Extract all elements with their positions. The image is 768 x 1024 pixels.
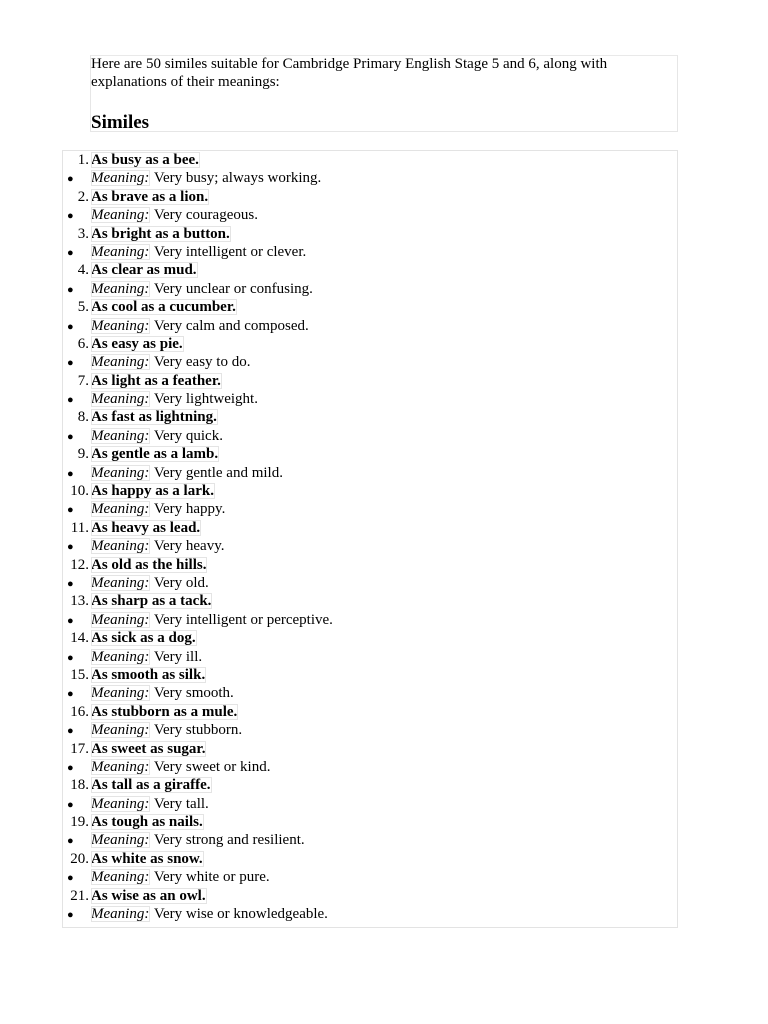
- meaning-label: Meaning:: [91, 685, 150, 702]
- simile-term-wrap: [91, 703, 238, 721]
- simile-term-wrap: [91, 335, 184, 353]
- simile-meaning: [63, 611, 677, 629]
- simile-meaning: [63, 500, 677, 518]
- bullet-icon: ●: [67, 761, 74, 774]
- simile-item: [63, 445, 677, 463]
- simile-item: [63, 225, 677, 243]
- meaning-label: Meaning:: [91, 832, 150, 849]
- bullet-icon: ●: [67, 872, 74, 885]
- simile-term-wrap: [91, 850, 204, 868]
- simile-number: 14.: [70, 630, 89, 647]
- bullet-icon: ●: [67, 283, 74, 296]
- meaning-wrap: [91, 464, 283, 482]
- meaning-text: Very easy to do.: [153, 354, 251, 371]
- bullet-icon: ●: [67, 651, 74, 664]
- simile-item: [63, 298, 677, 316]
- simile-term-wrap: [91, 887, 207, 905]
- meaning-label: Meaning:: [91, 795, 150, 812]
- meaning-text: Very quick.: [153, 427, 223, 444]
- simile-term: As tall as a giraffe.: [91, 777, 211, 794]
- simile-item: [63, 335, 677, 353]
- meaning-text: Very courageous.: [153, 207, 258, 224]
- simile-number: 18.: [70, 777, 89, 794]
- simile-meaning: [63, 464, 677, 482]
- meaning-text: Very white or pure.: [153, 869, 270, 886]
- meaning-wrap: [91, 169, 321, 187]
- simile-term: As bright as a button.: [91, 225, 230, 242]
- simile-number: 19.: [70, 814, 89, 831]
- meaning-wrap: [91, 427, 223, 445]
- meaning-wrap: [91, 206, 258, 224]
- simile-meaning: [63, 831, 677, 849]
- meaning-label: Meaning:: [91, 758, 150, 775]
- simile-term: As happy as a lark.: [91, 483, 214, 500]
- simile-item: [63, 151, 677, 169]
- simile-term-wrap: [91, 666, 206, 684]
- simile-meaning: [63, 684, 677, 702]
- meaning-text: Very happy.: [153, 501, 226, 518]
- simile-meaning: [63, 169, 677, 187]
- intro-text: Here are 50 similes suitable for Cambridge Primary English Stage 5 and 6, along with explanations of their meanings:: [91, 56, 608, 90]
- meaning-text: Very lightweight.: [153, 391, 258, 408]
- simile-number: 12.: [70, 556, 89, 573]
- bullet-icon: ●: [67, 173, 74, 186]
- simile-term-wrap: [91, 740, 206, 758]
- simile-number: 13.: [70, 593, 89, 610]
- simile-number: 11.: [70, 519, 89, 536]
- simile-term-wrap: [91, 188, 209, 206]
- bullet-icon: ●: [67, 835, 74, 848]
- meaning-text: Very sweet or kind.: [153, 758, 271, 775]
- simile-item: [63, 372, 677, 390]
- bullet-icon: ●: [67, 430, 74, 443]
- simile-term: As busy as a bee.: [91, 152, 199, 168]
- simile-term: As stubborn as a mule.: [91, 703, 238, 720]
- simile-number: 5.: [77, 299, 89, 316]
- meaning-text: Very stubborn.: [153, 722, 243, 739]
- simile-item: [63, 776, 677, 794]
- meaning-wrap: [91, 317, 309, 335]
- meaning-label: Meaning:: [91, 243, 150, 260]
- meaning-text: Very calm and composed.: [153, 317, 309, 334]
- meaning-wrap: [91, 537, 224, 555]
- meaning-text: Very intelligent or perceptive.: [153, 611, 333, 628]
- meaning-text: Very old.: [153, 574, 209, 591]
- meaning-label: Meaning:: [91, 280, 150, 297]
- meaning-wrap: [91, 868, 270, 886]
- meaning-label: Meaning:: [91, 427, 150, 444]
- meaning-text: Very wise or knowledgeable.: [153, 906, 328, 923]
- simile-meaning: [63, 206, 677, 224]
- simile-item: [63, 813, 677, 831]
- meaning-label: Meaning:: [91, 501, 150, 518]
- simile-number: 8.: [77, 409, 89, 426]
- section-heading: Similes: [91, 112, 150, 133]
- simile-meaning: [63, 868, 677, 886]
- simile-meaning: [63, 427, 677, 445]
- simile-item: [63, 519, 677, 537]
- meaning-label: Meaning:: [91, 574, 150, 591]
- meaning-wrap: [91, 353, 250, 371]
- meaning-text: Very gentle and mild.: [153, 464, 283, 481]
- meaning-label: Meaning:: [91, 170, 150, 187]
- simile-number: 1.: [77, 152, 89, 168]
- simile-term-wrap: [91, 482, 215, 500]
- simile-item: [63, 188, 677, 206]
- bullet-icon: ●: [67, 504, 74, 517]
- meaning-label: Meaning:: [91, 317, 150, 334]
- simile-term: As gentle as a lamb.: [91, 446, 219, 463]
- simile-meaning: [63, 353, 677, 371]
- meaning-label: Meaning:: [91, 648, 150, 665]
- bullet-icon: ●: [67, 357, 74, 370]
- simile-item: [63, 703, 677, 721]
- simile-item: [63, 629, 677, 647]
- simile-item: [63, 261, 677, 279]
- simile-number: 21.: [70, 887, 89, 904]
- meaning-label: Meaning:: [91, 207, 150, 224]
- simile-term-wrap: [91, 592, 212, 610]
- bullet-icon: ●: [67, 320, 74, 333]
- meaning-text: Very smooth.: [153, 685, 234, 702]
- meaning-text: Very tall.: [153, 795, 209, 812]
- meaning-wrap: [91, 831, 305, 849]
- simile-term-wrap: [91, 408, 218, 426]
- meaning-wrap: [91, 905, 328, 923]
- meaning-label: Meaning:: [91, 464, 150, 481]
- bullet-icon: ●: [67, 725, 74, 738]
- bullet-icon: ●: [67, 577, 74, 590]
- simile-term: As white as snow.: [91, 850, 203, 867]
- simile-item: [63, 740, 677, 758]
- meaning-wrap: [91, 758, 270, 776]
- simile-term: As easy as pie.: [91, 335, 183, 352]
- simile-term: As old as the hills.: [91, 556, 207, 573]
- simile-term-wrap: [91, 519, 201, 537]
- meaning-text: Very busy; always working.: [153, 170, 322, 187]
- simile-meaning: [63, 574, 677, 592]
- meaning-label: Meaning:: [91, 722, 150, 739]
- simile-item: [63, 666, 677, 684]
- simile-term: As fast as lightning.: [91, 409, 217, 426]
- meaning-text: Very ill.: [153, 648, 203, 665]
- meaning-text: Very unclear or confusing.: [153, 280, 313, 297]
- bullet-icon: ●: [67, 541, 74, 554]
- meaning-wrap: [91, 280, 313, 298]
- simile-term: As wise as an owl.: [91, 887, 206, 904]
- bullet-icon: ●: [67, 614, 74, 627]
- simile-number: 20.: [70, 850, 89, 867]
- simile-term: As brave as a lion.: [91, 188, 209, 205]
- simile-term-wrap: [91, 629, 197, 647]
- simile-number: 16.: [70, 703, 89, 720]
- simile-meaning: [63, 758, 677, 776]
- bullet-icon: ●: [67, 688, 74, 701]
- meaning-wrap: [91, 648, 202, 666]
- bullet-icon: ●: [67, 467, 74, 480]
- simile-number: 2.: [77, 188, 89, 205]
- bullet-icon: ●: [67, 210, 74, 223]
- simile-term: As sweet as sugar.: [91, 740, 206, 757]
- meaning-wrap: [91, 500, 225, 518]
- simile-number: 3.: [77, 225, 89, 242]
- meaning-label: Meaning:: [91, 906, 150, 923]
- bullet-icon: ●: [67, 246, 74, 259]
- meaning-wrap: [91, 721, 242, 739]
- meaning-text: Very strong and resilient.: [153, 832, 305, 849]
- meaning-label: Meaning:: [91, 391, 150, 408]
- simile-item: [63, 482, 677, 500]
- bullet-icon: ●: [67, 394, 74, 407]
- simile-number: 10.: [70, 483, 89, 500]
- simile-meaning: [63, 795, 677, 813]
- simile-item: [63, 850, 677, 868]
- simile-term-wrap: [91, 298, 237, 316]
- bullet-icon: ●: [67, 909, 74, 922]
- simile-meaning: [63, 280, 677, 298]
- simile-meaning: [63, 317, 677, 335]
- bullet-icon: ●: [67, 798, 74, 811]
- meaning-wrap: [91, 243, 306, 261]
- simile-item: [63, 887, 677, 905]
- meaning-wrap: [91, 574, 209, 592]
- simile-term-wrap: [91, 261, 198, 279]
- simile-list: [62, 150, 678, 928]
- simile-term: As heavy as lead.: [91, 519, 201, 536]
- simile-term-wrap: [91, 776, 212, 794]
- simile-item: [63, 408, 677, 426]
- simile-term: As sick as a dog.: [91, 630, 196, 647]
- simile-number: 6.: [77, 335, 89, 352]
- simile-term: As light as a feather.: [91, 372, 221, 389]
- simile-meaning: [63, 243, 677, 261]
- simile-rows: [63, 151, 677, 923]
- meaning-wrap: [91, 611, 333, 629]
- meaning-label: Meaning:: [91, 354, 150, 371]
- simile-number: 7.: [77, 372, 89, 389]
- simile-meaning: [63, 648, 677, 666]
- simile-term-wrap: [91, 556, 207, 574]
- simile-term-wrap: [91, 372, 222, 390]
- meaning-wrap: [91, 684, 234, 702]
- simile-meaning: [63, 390, 677, 408]
- simile-number: 9.: [77, 446, 89, 463]
- simile-term-wrap: [91, 445, 219, 463]
- simile-term: As sharp as a tack.: [91, 593, 212, 610]
- simile-number: 15.: [70, 666, 89, 683]
- simile-term: As clear as mud.: [91, 262, 197, 279]
- intro-block: [90, 55, 678, 132]
- simile-item: [63, 556, 677, 574]
- simile-meaning: [63, 905, 677, 923]
- simile-term-wrap: [91, 225, 231, 243]
- simile-term: As smooth as silk.: [91, 666, 206, 683]
- simile-number: 17.: [70, 740, 89, 757]
- simile-term-wrap: [91, 813, 204, 831]
- meaning-text: Very heavy.: [153, 538, 225, 555]
- meaning-label: Meaning:: [91, 538, 150, 555]
- meaning-text: Very intelligent or clever.: [153, 243, 307, 260]
- simile-item: [63, 592, 677, 610]
- simile-term: As cool as a cucumber.: [91, 299, 236, 316]
- meaning-wrap: [91, 390, 258, 408]
- simile-term-wrap: [91, 151, 200, 169]
- simile-meaning: [63, 537, 677, 555]
- simile-number: 4.: [77, 262, 89, 279]
- meaning-label: Meaning:: [91, 869, 150, 886]
- simile-meaning: [63, 721, 677, 739]
- meaning-wrap: [91, 795, 209, 813]
- meaning-label: Meaning:: [91, 611, 150, 628]
- simile-term: As tough as nails.: [91, 814, 203, 831]
